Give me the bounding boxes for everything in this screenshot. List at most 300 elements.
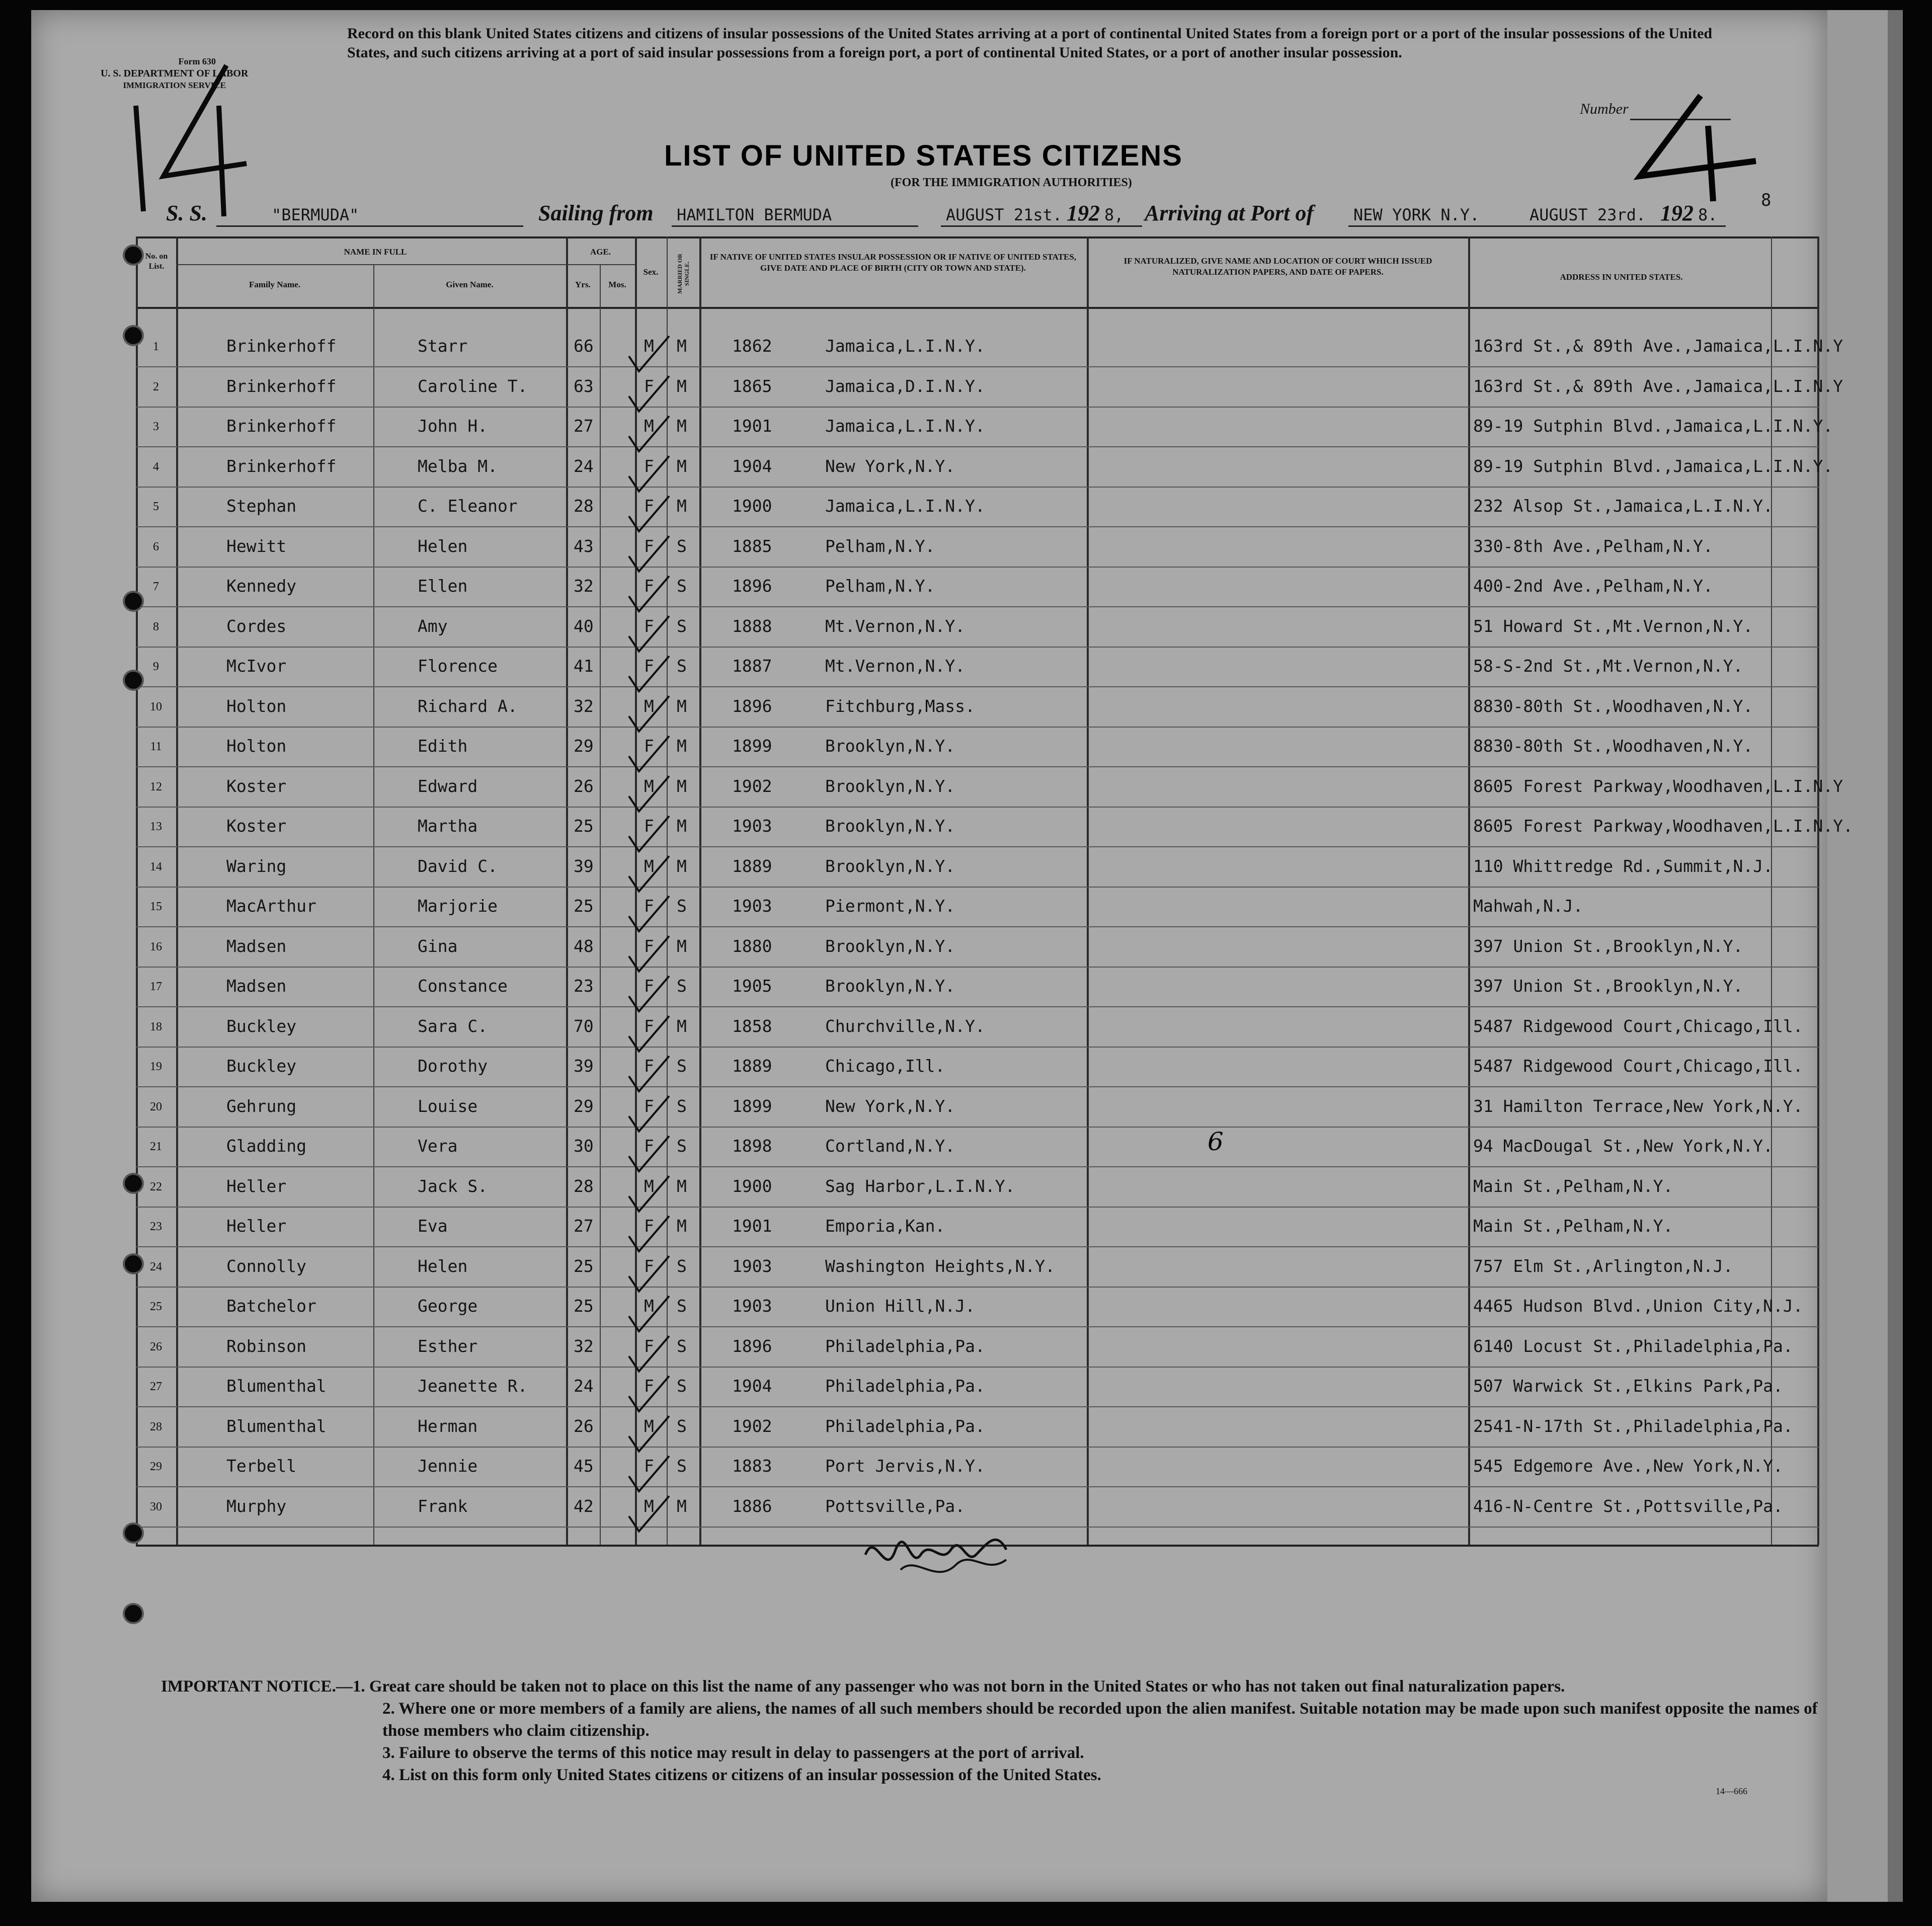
row-number: 14 bbox=[150, 860, 162, 873]
row-number: 29 bbox=[150, 1460, 162, 1473]
arrival-year-printed: 192 bbox=[1660, 201, 1694, 225]
given-name: Helen bbox=[418, 536, 468, 556]
age-years: 45 bbox=[574, 1456, 594, 1476]
sex: F bbox=[644, 576, 654, 596]
row-line bbox=[136, 366, 1819, 367]
address: 330-8th Ave.,Pelham,N.Y. bbox=[1473, 536, 1713, 556]
family-name: Brinkerhoff bbox=[226, 336, 337, 356]
sex: F bbox=[644, 1096, 654, 1116]
birth-year: 1900 bbox=[732, 1176, 772, 1196]
sex: M bbox=[644, 776, 654, 796]
family-name: Holton bbox=[226, 696, 287, 716]
row-line bbox=[136, 446, 1819, 447]
check-mark bbox=[629, 1376, 669, 1411]
age-years: 24 bbox=[574, 1376, 594, 1396]
punch-hole bbox=[125, 593, 142, 610]
birth-year: 1889 bbox=[732, 856, 772, 876]
given-name: Eva bbox=[418, 1216, 448, 1236]
family-name: Buckley bbox=[226, 1056, 297, 1076]
marital-status: S bbox=[677, 976, 687, 996]
family-name: Kennedy bbox=[226, 576, 297, 596]
birth-year: 1901 bbox=[732, 1216, 772, 1236]
address: 89-19 Sutphin Blvd.,Jamaica,L.I.N.Y. bbox=[1473, 416, 1833, 436]
age-years: 66 bbox=[574, 336, 594, 356]
form-instructions: Record on this blank United States citizens and citizens of insular possessions of the United States arriving at a port of continental United States from a foreign port or a port of the insular possessions of the United States, and such citizens arriving at a port of said insular possessions from a foreign port, a port of continental United States, or a port of another insular possession. bbox=[347, 25, 1713, 61]
check-mark bbox=[629, 616, 669, 652]
birth-year: 1886 bbox=[732, 1496, 772, 1516]
family-name: Heller bbox=[226, 1216, 287, 1236]
row-number: 18 bbox=[150, 1020, 162, 1033]
address: Mahwah,N.J. bbox=[1473, 896, 1583, 916]
row-number: 6 bbox=[153, 540, 159, 553]
birth-place: Pottsville,Pa. bbox=[825, 1496, 965, 1516]
birth-year: 1903 bbox=[732, 1256, 772, 1276]
row-number: 28 bbox=[150, 1420, 162, 1433]
row-line bbox=[136, 686, 1819, 687]
address: 416-N-Centre St.,Pottsville,Pa. bbox=[1473, 1496, 1783, 1516]
given-name: George bbox=[418, 1296, 478, 1316]
sex: F bbox=[644, 536, 654, 556]
row-number: 22 bbox=[150, 1180, 162, 1193]
sex: F bbox=[644, 976, 654, 996]
age-years: 25 bbox=[574, 1296, 594, 1316]
header-married-single: MARRIED OR SINGLE. bbox=[676, 254, 690, 294]
address: 31 Hamilton Terrace,New York,N.Y. bbox=[1473, 1096, 1803, 1116]
family-name: Madsen bbox=[226, 936, 287, 956]
check-mark bbox=[629, 1216, 669, 1251]
family-name: Gladding bbox=[226, 1136, 306, 1156]
row-line bbox=[136, 1406, 1819, 1407]
age-years: 70 bbox=[574, 1016, 594, 1036]
address: 110 Whittredge Rd.,Summit,N.J. bbox=[1473, 856, 1774, 876]
given-name: Jeanette R. bbox=[418, 1376, 528, 1396]
address: 8605 Forest Parkway,Woodhaven,L.I.N.Y. bbox=[1473, 816, 1853, 836]
marital-status: S bbox=[677, 1056, 687, 1076]
check-mark bbox=[629, 1016, 669, 1052]
header-sex: Sex. bbox=[643, 267, 659, 277]
birth-place: Brooklyn,N.Y. bbox=[825, 936, 955, 956]
birth-place: Washington Heights,N.Y. bbox=[825, 1256, 1055, 1276]
birth-year: 1883 bbox=[732, 1456, 772, 1476]
check-mark bbox=[629, 1096, 669, 1132]
marital-status: M bbox=[677, 736, 687, 756]
given-name: Herman bbox=[418, 1416, 478, 1436]
row-number: 11 bbox=[150, 740, 162, 753]
given-name: David C. bbox=[418, 856, 498, 876]
birth-year: 1903 bbox=[732, 1296, 772, 1316]
check-mark bbox=[629, 496, 669, 531]
check-mark bbox=[629, 656, 669, 691]
address: 163rd St.,& 89th Ave.,Jamaica,L.I.N.Y bbox=[1473, 336, 1843, 356]
family-name: Waring bbox=[226, 856, 287, 876]
sex: F bbox=[644, 1336, 654, 1356]
marital-status: S bbox=[677, 1456, 687, 1476]
row-number: 7 bbox=[153, 580, 159, 593]
header-no-on-list: No. on List. bbox=[145, 252, 168, 271]
address: 6140 Locust St.,Philadelphia,Pa. bbox=[1473, 1336, 1793, 1356]
row-line bbox=[136, 1486, 1819, 1487]
birth-place: Mt.Vernon,N.Y. bbox=[825, 616, 965, 636]
given-name: Martha bbox=[418, 816, 478, 836]
marital-status: M bbox=[677, 416, 687, 436]
arrival-date: AUGUST 23rd. bbox=[1530, 205, 1646, 224]
sex: F bbox=[644, 656, 654, 676]
family-name: MacArthur bbox=[226, 896, 316, 916]
row-number: 15 bbox=[150, 900, 162, 913]
given-name: Melba M. bbox=[418, 456, 498, 476]
marital-status: S bbox=[677, 896, 687, 916]
check-mark bbox=[629, 1056, 669, 1091]
margin-mark: 6 bbox=[1208, 1127, 1224, 1156]
row-line bbox=[136, 887, 1819, 888]
marital-status: S bbox=[677, 1256, 687, 1276]
row-line bbox=[136, 1086, 1819, 1087]
marital-status: S bbox=[677, 616, 687, 636]
check-mark bbox=[629, 696, 669, 732]
birth-year: 1902 bbox=[732, 776, 772, 796]
sex: F bbox=[644, 376, 654, 396]
number-label: Number bbox=[1580, 101, 1629, 117]
row-line bbox=[136, 567, 1819, 568]
age-years: 25 bbox=[574, 896, 594, 916]
birth-place: Churchville,N.Y. bbox=[825, 1016, 985, 1036]
birth-year: 1901 bbox=[732, 416, 772, 436]
row-line bbox=[136, 1127, 1819, 1128]
row-number: 19 bbox=[150, 1060, 162, 1073]
sex: M bbox=[644, 856, 654, 876]
age-years: 40 bbox=[574, 616, 594, 636]
check-mark bbox=[629, 976, 669, 1011]
age-years: 63 bbox=[574, 376, 594, 396]
birth-place: Jamaica,D.I.N.Y. bbox=[825, 376, 985, 396]
family-name: Hewitt bbox=[226, 536, 287, 556]
punch-hole bbox=[125, 247, 142, 264]
row-number: 1 bbox=[153, 340, 159, 353]
sex: F bbox=[644, 456, 654, 476]
given-name: Frank bbox=[418, 1496, 468, 1516]
punch-hole bbox=[125, 1175, 142, 1192]
row-line bbox=[136, 1207, 1819, 1208]
punch-hole bbox=[125, 1255, 142, 1272]
page-edge bbox=[1827, 10, 1888, 1902]
check-mark bbox=[629, 1496, 669, 1532]
age-years: 39 bbox=[574, 856, 594, 876]
row-line bbox=[136, 407, 1819, 408]
page-edge-shadow bbox=[1888, 10, 1903, 1902]
address: 400-2nd Ave.,Pelham,N.Y. bbox=[1473, 576, 1713, 596]
family-name: Stephan bbox=[226, 496, 297, 516]
important-notice: IMPORTANT NOTICE.—1. Great care should be taken not to place on this list the name of any passenger who was not born in the United States or who has not taken out final naturalization papers. 2. Where one or more members of a family are aliens, the names of all such members should be recorded upon the alien manifest. Suitable notation may be made upon such manifest opposite the names of those members who claim citizenship. 3. Failure to observe the terms of this notice may result in delay to passengers at the port of arrival. 4. List on this form only United States citizens or citizens of an insular possession of the United States. bbox=[161, 1677, 1818, 1784]
address: 8830-80th St.,Woodhaven,N.Y. bbox=[1473, 696, 1753, 716]
birth-place: Brooklyn,N.Y. bbox=[825, 776, 955, 796]
header-birth: IF NATIVE OF UNITED STATES INSULAR POSSESSION OR IF NATIVE OF UNITED STATES, GIVE DATE AND PLACE OF BIRTH (CITY OR TOWN AND STATE). bbox=[709, 252, 1077, 273]
row-number: 5 bbox=[153, 500, 159, 513]
birth-place: Sag Harbor,L.I.N.Y. bbox=[825, 1176, 1015, 1196]
row-line bbox=[136, 807, 1819, 808]
marital-status: M bbox=[677, 1496, 687, 1516]
address: 2541-N-17th St.,Philadelphia,Pa. bbox=[1473, 1416, 1793, 1436]
address: 163rd St.,& 89th Ave.,Jamaica,L.I.N.Y bbox=[1473, 376, 1843, 396]
marital-status: M bbox=[677, 376, 687, 396]
row-number: 20 bbox=[150, 1100, 162, 1113]
age-years: 26 bbox=[574, 1416, 594, 1436]
birth-year: 1899 bbox=[732, 736, 772, 756]
birth-year: 1904 bbox=[732, 1376, 772, 1396]
age-years: 27 bbox=[574, 1216, 594, 1236]
row-number: 2 bbox=[153, 380, 159, 393]
birth-place: New York,N.Y. bbox=[825, 1096, 955, 1116]
age-years: 42 bbox=[574, 1496, 594, 1516]
birth-place: Union Hill,N.J. bbox=[825, 1296, 976, 1316]
family-name: Blumenthal bbox=[226, 1416, 327, 1436]
birth-year: 1889 bbox=[732, 1056, 772, 1076]
ship-name: "BERMUDA" bbox=[272, 205, 359, 224]
check-mark bbox=[629, 1416, 669, 1452]
address: Main St.,Pelham,N.Y. bbox=[1473, 1216, 1673, 1236]
check-mark bbox=[629, 1456, 669, 1491]
given-name: Jack S. bbox=[418, 1176, 488, 1196]
sex: F bbox=[644, 1016, 654, 1036]
given-name: Constance bbox=[418, 976, 508, 996]
check-mark bbox=[629, 336, 669, 371]
birth-place: Jamaica,L.I.N.Y. bbox=[825, 416, 985, 436]
punch-hole bbox=[125, 327, 142, 344]
sex: F bbox=[644, 816, 654, 836]
marital-status: S bbox=[677, 1416, 687, 1436]
marital-status: M bbox=[677, 1176, 687, 1196]
header-family-name: Family Name. bbox=[249, 280, 300, 289]
given-name: Esther bbox=[418, 1336, 478, 1356]
row-number: 24 bbox=[150, 1260, 162, 1273]
family-name: Cordes bbox=[226, 616, 287, 636]
sailing-from-port: HAMILTON BERMUDA bbox=[677, 205, 832, 224]
row-line bbox=[136, 1287, 1819, 1288]
row-line bbox=[136, 967, 1819, 968]
age-years: 48 bbox=[574, 936, 594, 956]
check-mark bbox=[629, 1336, 669, 1372]
row-number: 12 bbox=[150, 780, 162, 793]
page-subtitle: (FOR THE IMMIGRATION AUTHORITIES) bbox=[891, 176, 1132, 189]
check-mark bbox=[629, 416, 669, 451]
address: 397 Union St.,Brooklyn,N.Y. bbox=[1473, 936, 1743, 956]
given-name: John H. bbox=[418, 416, 488, 436]
handwritten-list-number bbox=[1625, 86, 1766, 206]
given-name: C. Eleanor bbox=[418, 496, 518, 516]
age-years: 41 bbox=[574, 656, 594, 676]
row-number: 30 bbox=[150, 1500, 162, 1513]
address: 58-S-2nd St.,Mt.Vernon,N.Y. bbox=[1473, 656, 1743, 676]
birth-year: 1888 bbox=[732, 616, 772, 636]
marital-status: M bbox=[677, 776, 687, 796]
page-mark: 8 bbox=[1761, 190, 1772, 210]
address: 5487 Ridgewood Court,Chicago,Ill. bbox=[1473, 1016, 1803, 1036]
age-years: 27 bbox=[574, 416, 594, 436]
birth-year: 1858 bbox=[732, 1016, 772, 1036]
birth-year: 1903 bbox=[732, 896, 772, 916]
sex: F bbox=[644, 616, 654, 636]
given-name: Gina bbox=[418, 936, 458, 956]
header-name-in-full: NAME IN FULL bbox=[344, 247, 407, 257]
birth-place: New York,N.Y. bbox=[825, 456, 955, 476]
address: 89-19 Sutphin Blvd.,Jamaica,L.I.N.Y. bbox=[1473, 456, 1833, 476]
family-name: Terbell bbox=[226, 1456, 297, 1476]
age-years: 30 bbox=[574, 1136, 594, 1156]
sex: M bbox=[644, 1496, 654, 1516]
punch-hole bbox=[125, 1605, 142, 1622]
age-years: 39 bbox=[574, 1056, 594, 1076]
check-mark bbox=[629, 456, 669, 492]
family-name: McIvor bbox=[226, 656, 287, 676]
marital-status: M bbox=[677, 816, 687, 836]
marital-status: M bbox=[677, 336, 687, 356]
birth-year: 1896 bbox=[732, 1336, 772, 1356]
family-name: Brinkerhoff bbox=[226, 416, 337, 436]
arrival-year-typed: 8. bbox=[1698, 205, 1718, 224]
birth-year: 1903 bbox=[732, 816, 772, 836]
family-name: Brinkerhoff bbox=[226, 376, 337, 396]
punch-hole bbox=[125, 672, 142, 689]
form-identifier: Form 630 U. S. DEPARTMENT OF LABOR IMMIGRATION SERVICE bbox=[101, 56, 249, 90]
header-yrs: Yrs. bbox=[575, 280, 591, 289]
header-naturalized: IF NATURALIZED, GIVE NAME AND LOCATION OF COURT WHICH ISSUED NATURALIZATION PAPERS, AND DATE OF PAPERS. bbox=[1123, 256, 1432, 277]
row-number: 9 bbox=[153, 660, 159, 673]
sex: F bbox=[644, 496, 654, 516]
marital-status: S bbox=[677, 1296, 687, 1316]
given-name: Marjorie bbox=[418, 896, 498, 916]
row-line bbox=[136, 1447, 1819, 1448]
age-years: 32 bbox=[574, 1336, 594, 1356]
birth-year: 1896 bbox=[732, 696, 772, 716]
birth-place: Pelham,N.Y. bbox=[825, 576, 935, 596]
birth-place: Jamaica,L.I.N.Y. bbox=[825, 336, 985, 356]
given-name: Jennie bbox=[418, 1456, 478, 1476]
birth-year: 1899 bbox=[732, 1096, 772, 1116]
marital-status: M bbox=[677, 496, 687, 516]
row-number: 26 bbox=[150, 1340, 162, 1353]
given-name: Amy bbox=[418, 616, 448, 636]
row-line bbox=[136, 1006, 1819, 1007]
birth-place: Philadelphia,Pa. bbox=[825, 1416, 985, 1436]
check-mark bbox=[629, 856, 669, 892]
row-number: 23 bbox=[150, 1220, 162, 1233]
birth-place: Chicago,Ill. bbox=[825, 1056, 945, 1076]
age-years: 43 bbox=[574, 536, 594, 556]
ss-label: S. S. bbox=[166, 201, 207, 225]
family-name: Madsen bbox=[226, 976, 287, 996]
birth-place: Port Jervis,N.Y. bbox=[825, 1456, 985, 1476]
address: 4465 Hudson Blvd.,Union City,N.J. bbox=[1473, 1296, 1803, 1316]
age-years: 29 bbox=[574, 1096, 594, 1116]
check-mark bbox=[629, 816, 669, 851]
age-years: 28 bbox=[574, 496, 594, 516]
given-name: Edward bbox=[418, 776, 478, 796]
given-name: Ellen bbox=[418, 576, 468, 596]
family-name: Blumenthal bbox=[226, 1376, 327, 1396]
check-mark bbox=[629, 576, 669, 611]
family-name: Batchelor bbox=[226, 1296, 316, 1316]
sex: F bbox=[644, 1376, 654, 1396]
family-name: Buckley bbox=[226, 1016, 297, 1036]
age-years: 25 bbox=[574, 1256, 594, 1276]
row-line bbox=[136, 526, 1819, 527]
marital-status: S bbox=[677, 1336, 687, 1356]
inspector-signature bbox=[855, 1509, 1026, 1595]
birth-place: Mt.Vernon,N.Y. bbox=[825, 656, 965, 676]
row-number: 4 bbox=[153, 460, 159, 473]
sex: M bbox=[644, 1296, 654, 1316]
birth-year: 1885 bbox=[732, 536, 772, 556]
birth-place: Brooklyn,N.Y. bbox=[825, 736, 955, 756]
birth-place: Emporia,Kan. bbox=[825, 1216, 945, 1236]
check-mark bbox=[629, 536, 669, 572]
header-address: ADDRESS IN UNITED STATES. bbox=[1560, 272, 1683, 282]
address: 757 Elm St.,Arlington,N.J. bbox=[1473, 1256, 1733, 1276]
sex: F bbox=[644, 1456, 654, 1476]
address: Main St.,Pelham,N.Y. bbox=[1473, 1176, 1673, 1196]
age-years: 32 bbox=[574, 576, 594, 596]
sex: F bbox=[644, 936, 654, 956]
row-number: 13 bbox=[150, 820, 162, 833]
row-number: 16 bbox=[150, 940, 162, 953]
age-years: 24 bbox=[574, 456, 594, 476]
sex: F bbox=[644, 1136, 654, 1156]
marital-status: M bbox=[677, 1016, 687, 1036]
address: 8605 Forest Parkway,Woodhaven,L.I.N.Y bbox=[1473, 776, 1843, 796]
sail-year-typed: 8, bbox=[1104, 205, 1124, 224]
birth-place: Philadelphia,Pa. bbox=[825, 1376, 985, 1396]
row-line bbox=[136, 766, 1819, 767]
birth-place: Cortland,N.Y. bbox=[825, 1136, 955, 1156]
page-title: LIST OF UNITED STATES CITIZENS bbox=[664, 139, 1183, 172]
header-given-name: Given Name. bbox=[446, 280, 494, 289]
given-name: Vera bbox=[418, 1136, 458, 1156]
row-number: 25 bbox=[150, 1300, 162, 1313]
header-mos: Mos. bbox=[608, 280, 626, 289]
sex: F bbox=[644, 736, 654, 756]
row-line bbox=[136, 1246, 1819, 1247]
family-name: Connolly bbox=[226, 1256, 306, 1276]
row-number: 17 bbox=[150, 980, 162, 993]
row-line bbox=[136, 727, 1819, 728]
marital-status: S bbox=[677, 1376, 687, 1396]
given-name: Helen bbox=[418, 1256, 468, 1276]
arrival-port: NEW YORK N.Y. bbox=[1353, 205, 1480, 224]
address: 545 Edgemore Ave.,New York,N.Y. bbox=[1473, 1456, 1783, 1476]
check-mark bbox=[629, 376, 669, 412]
birth-year: 1900 bbox=[732, 496, 772, 516]
address: 397 Union St.,Brooklyn,N.Y. bbox=[1473, 976, 1743, 996]
marital-status: M bbox=[677, 696, 687, 716]
arriving-label: Arriving at Port of bbox=[1145, 201, 1314, 225]
marital-status: S bbox=[677, 536, 687, 556]
birth-place: Brooklyn,N.Y. bbox=[825, 816, 955, 836]
sex: M bbox=[644, 1416, 654, 1436]
row-line bbox=[136, 487, 1819, 488]
punch-hole bbox=[125, 1524, 142, 1542]
sex: F bbox=[644, 1216, 654, 1236]
check-mark bbox=[629, 1256, 669, 1292]
row-number: 3 bbox=[153, 420, 159, 433]
manifest-sheet bbox=[31, 10, 1827, 1902]
age-years: 25 bbox=[574, 816, 594, 836]
check-mark bbox=[629, 896, 669, 931]
given-name: Florence bbox=[418, 656, 498, 676]
check-mark bbox=[629, 1136, 669, 1171]
given-name: Sara C. bbox=[418, 1016, 488, 1036]
row-line bbox=[136, 846, 1819, 847]
check-mark bbox=[629, 736, 669, 771]
row-line bbox=[136, 926, 1819, 927]
